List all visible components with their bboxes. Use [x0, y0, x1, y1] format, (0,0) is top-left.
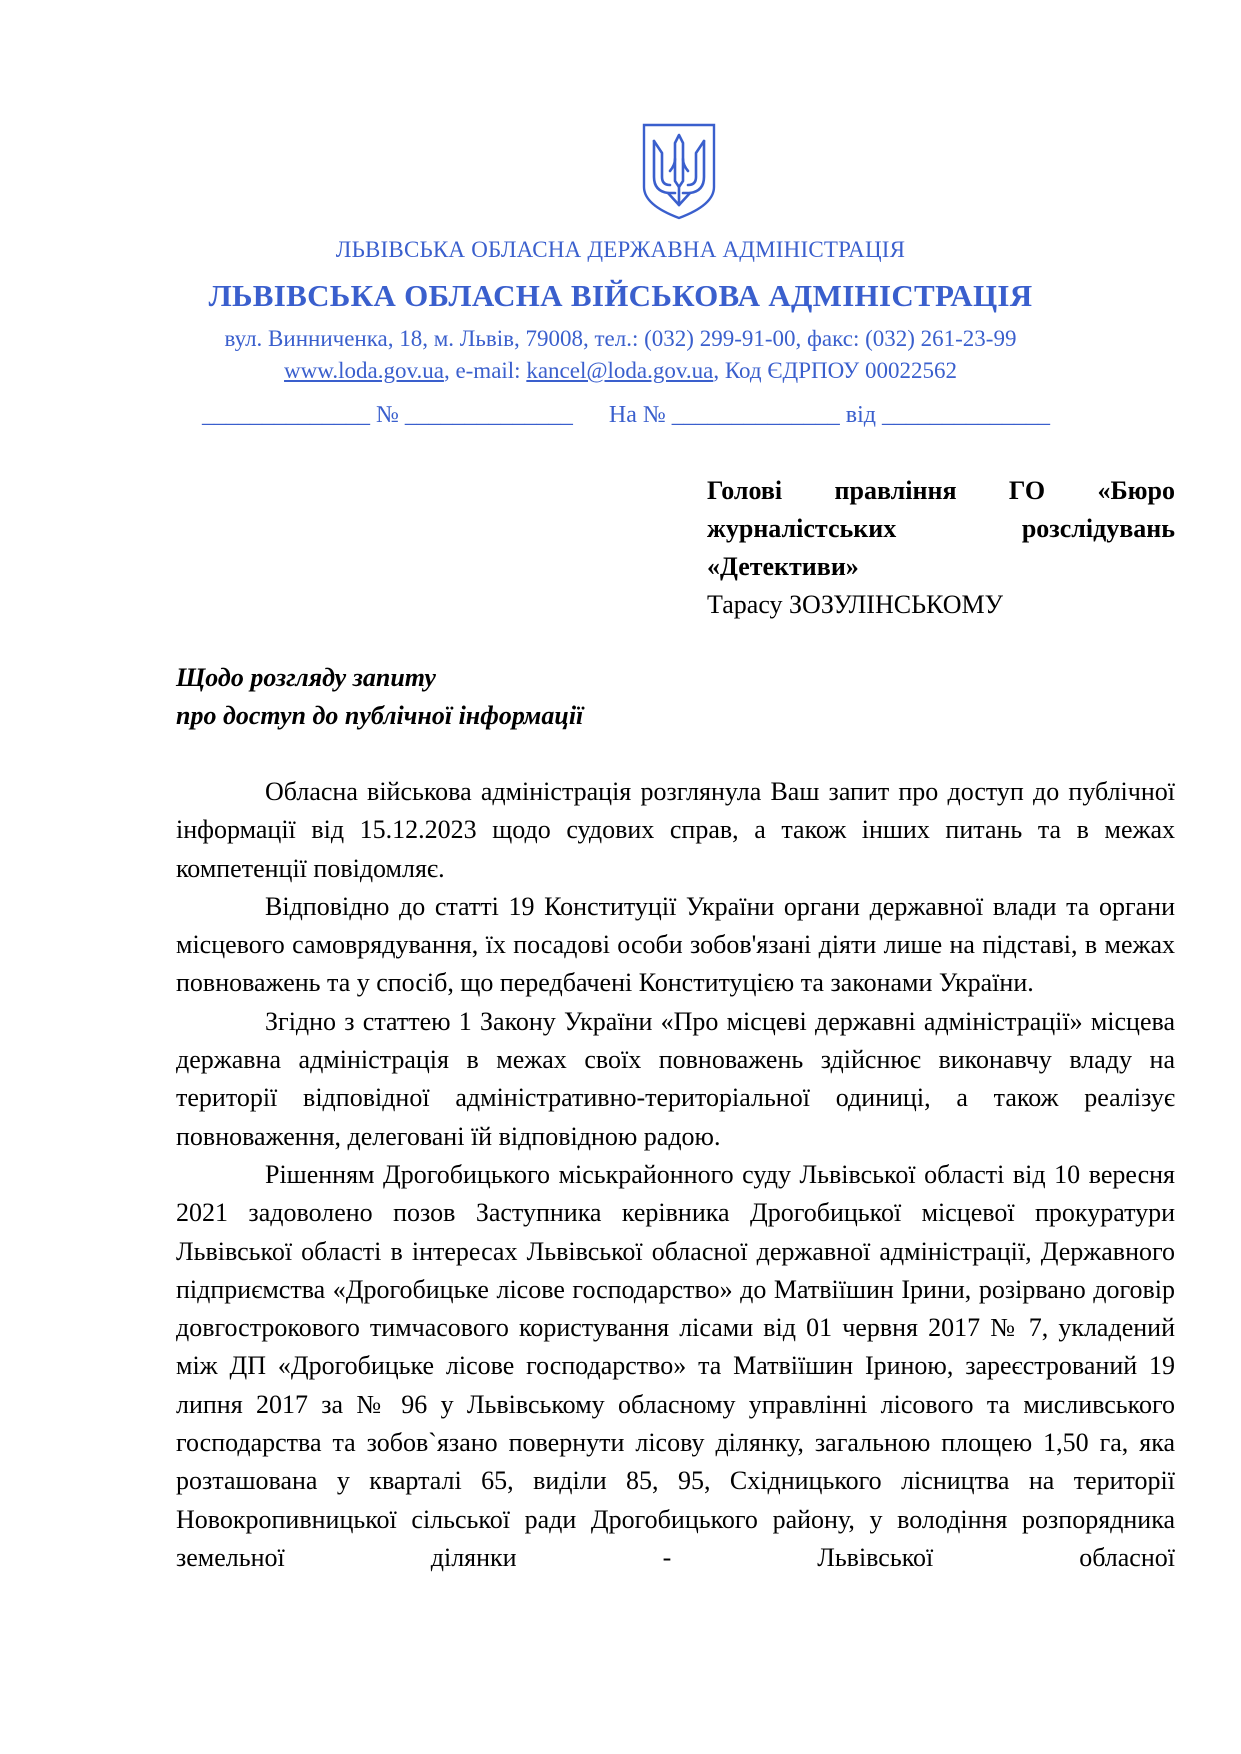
letter-body [176, 773, 1175, 1577]
recipient-line-3: «Детективи» [707, 552, 859, 581]
body-paragraph: Відповідно до статті 19 Конституції України органи державної влади та органи місцевого самоврядування, їх посадові особи зобов'язані діяти лише на підставі, в межах повноважень та у спосіб, що передбачені Конституцією та законами України. [176, 891, 1175, 998]
contact-line [0, 358, 1241, 384]
coat-of-arms-icon [640, 121, 718, 221]
edrpou-code: , Код ЄДРПОУ 00022562 [713, 358, 957, 383]
org-name-state-admin: ЛЬВІВСЬКА ОБЛАСНА ДЕРЖАВНА АДМІНІСТРАЦІЯ [335, 237, 906, 262]
subject-line-2: про доступ до публічної інформації [176, 701, 584, 730]
recipient-line-1: Голові правління ГО «Бюро [707, 476, 1175, 505]
email-link[interactable]: kancel@loda.gov.ua [526, 358, 714, 383]
registration-number-line: ______________ № ______________ На № ______________ від ______________ [202, 402, 1050, 428]
org-name-military-admin: ЛЬВІВСЬКА ОБЛАСНА ВІЙСЬКОВА АДМІНІСТРАЦІЯ [208, 278, 1033, 313]
body-paragraph: Обласна військова адміністрація розглянула Ваш запит про доступ до публічної інформації від 15.12.2023 щодо судових справ, а також інших питань та в межах компетенції повідомляє. [176, 777, 1175, 883]
body-paragraph: Рішенням Дрогобицького міськрайонного суду Львівської області від 10 вересня 2021 задоволено позов Заступника керівника Дрогобицької місцевої прокуратури Львівської області в інтересах Львівської обласної державної адміністрації, Державного підприємства «Дрогобицьке лісове господарство» до Матвіїшин Ірини, розірвано договір довгострокового тимчасового користування лісами від 01 червня 2017 № 7, укладений між ДП «Дрогобицьке лісове господарство» та Матвіїшин Іриною, зареєстрований 19 липня 2017 за № 96 у Львівському обласному управлінні лісового та мисливського господарства та зобов`язано повернути лісову ділянку, загальною площею 1,50 га, яка розташована у кварталі 65, виділи 85, 95, Східницького лісництва на території Новокропивницької сільської ради Дрогобицького району, у володіння розпорядника земельної ділянки - Львівської обласної [176, 1159, 1175, 1572]
address-line: вул. Винниченка, 18, м. Львів, 79008, тел.: (032) 299-91-00, факс: (032) 261-23-99 [224, 326, 1017, 351]
recipient-name: Тарасу ЗОЗУЛІНСЬКОМУ [707, 590, 1004, 619]
website-link[interactable]: www.loda.gov.ua [284, 358, 444, 383]
letter-subject [176, 659, 583, 735]
email-label: , e-mail: [443, 358, 527, 383]
body-paragraph: Згідно з статтею 1 Закону України «Про місцеві державні адміністрації» місцева державна адміністрація в межах своїх повноважень здійснює виконавчу владу на території відповідної адміністративно-територіальної одиниці, а також реалізує повноваження, делеговані їй відповідною радою. [176, 1006, 1175, 1151]
recipient-block [707, 472, 1175, 624]
subject-line-1: Щодо розгляду запиту [176, 663, 436, 692]
recipient-line-2: журналістських розслідувань [707, 514, 1175, 543]
